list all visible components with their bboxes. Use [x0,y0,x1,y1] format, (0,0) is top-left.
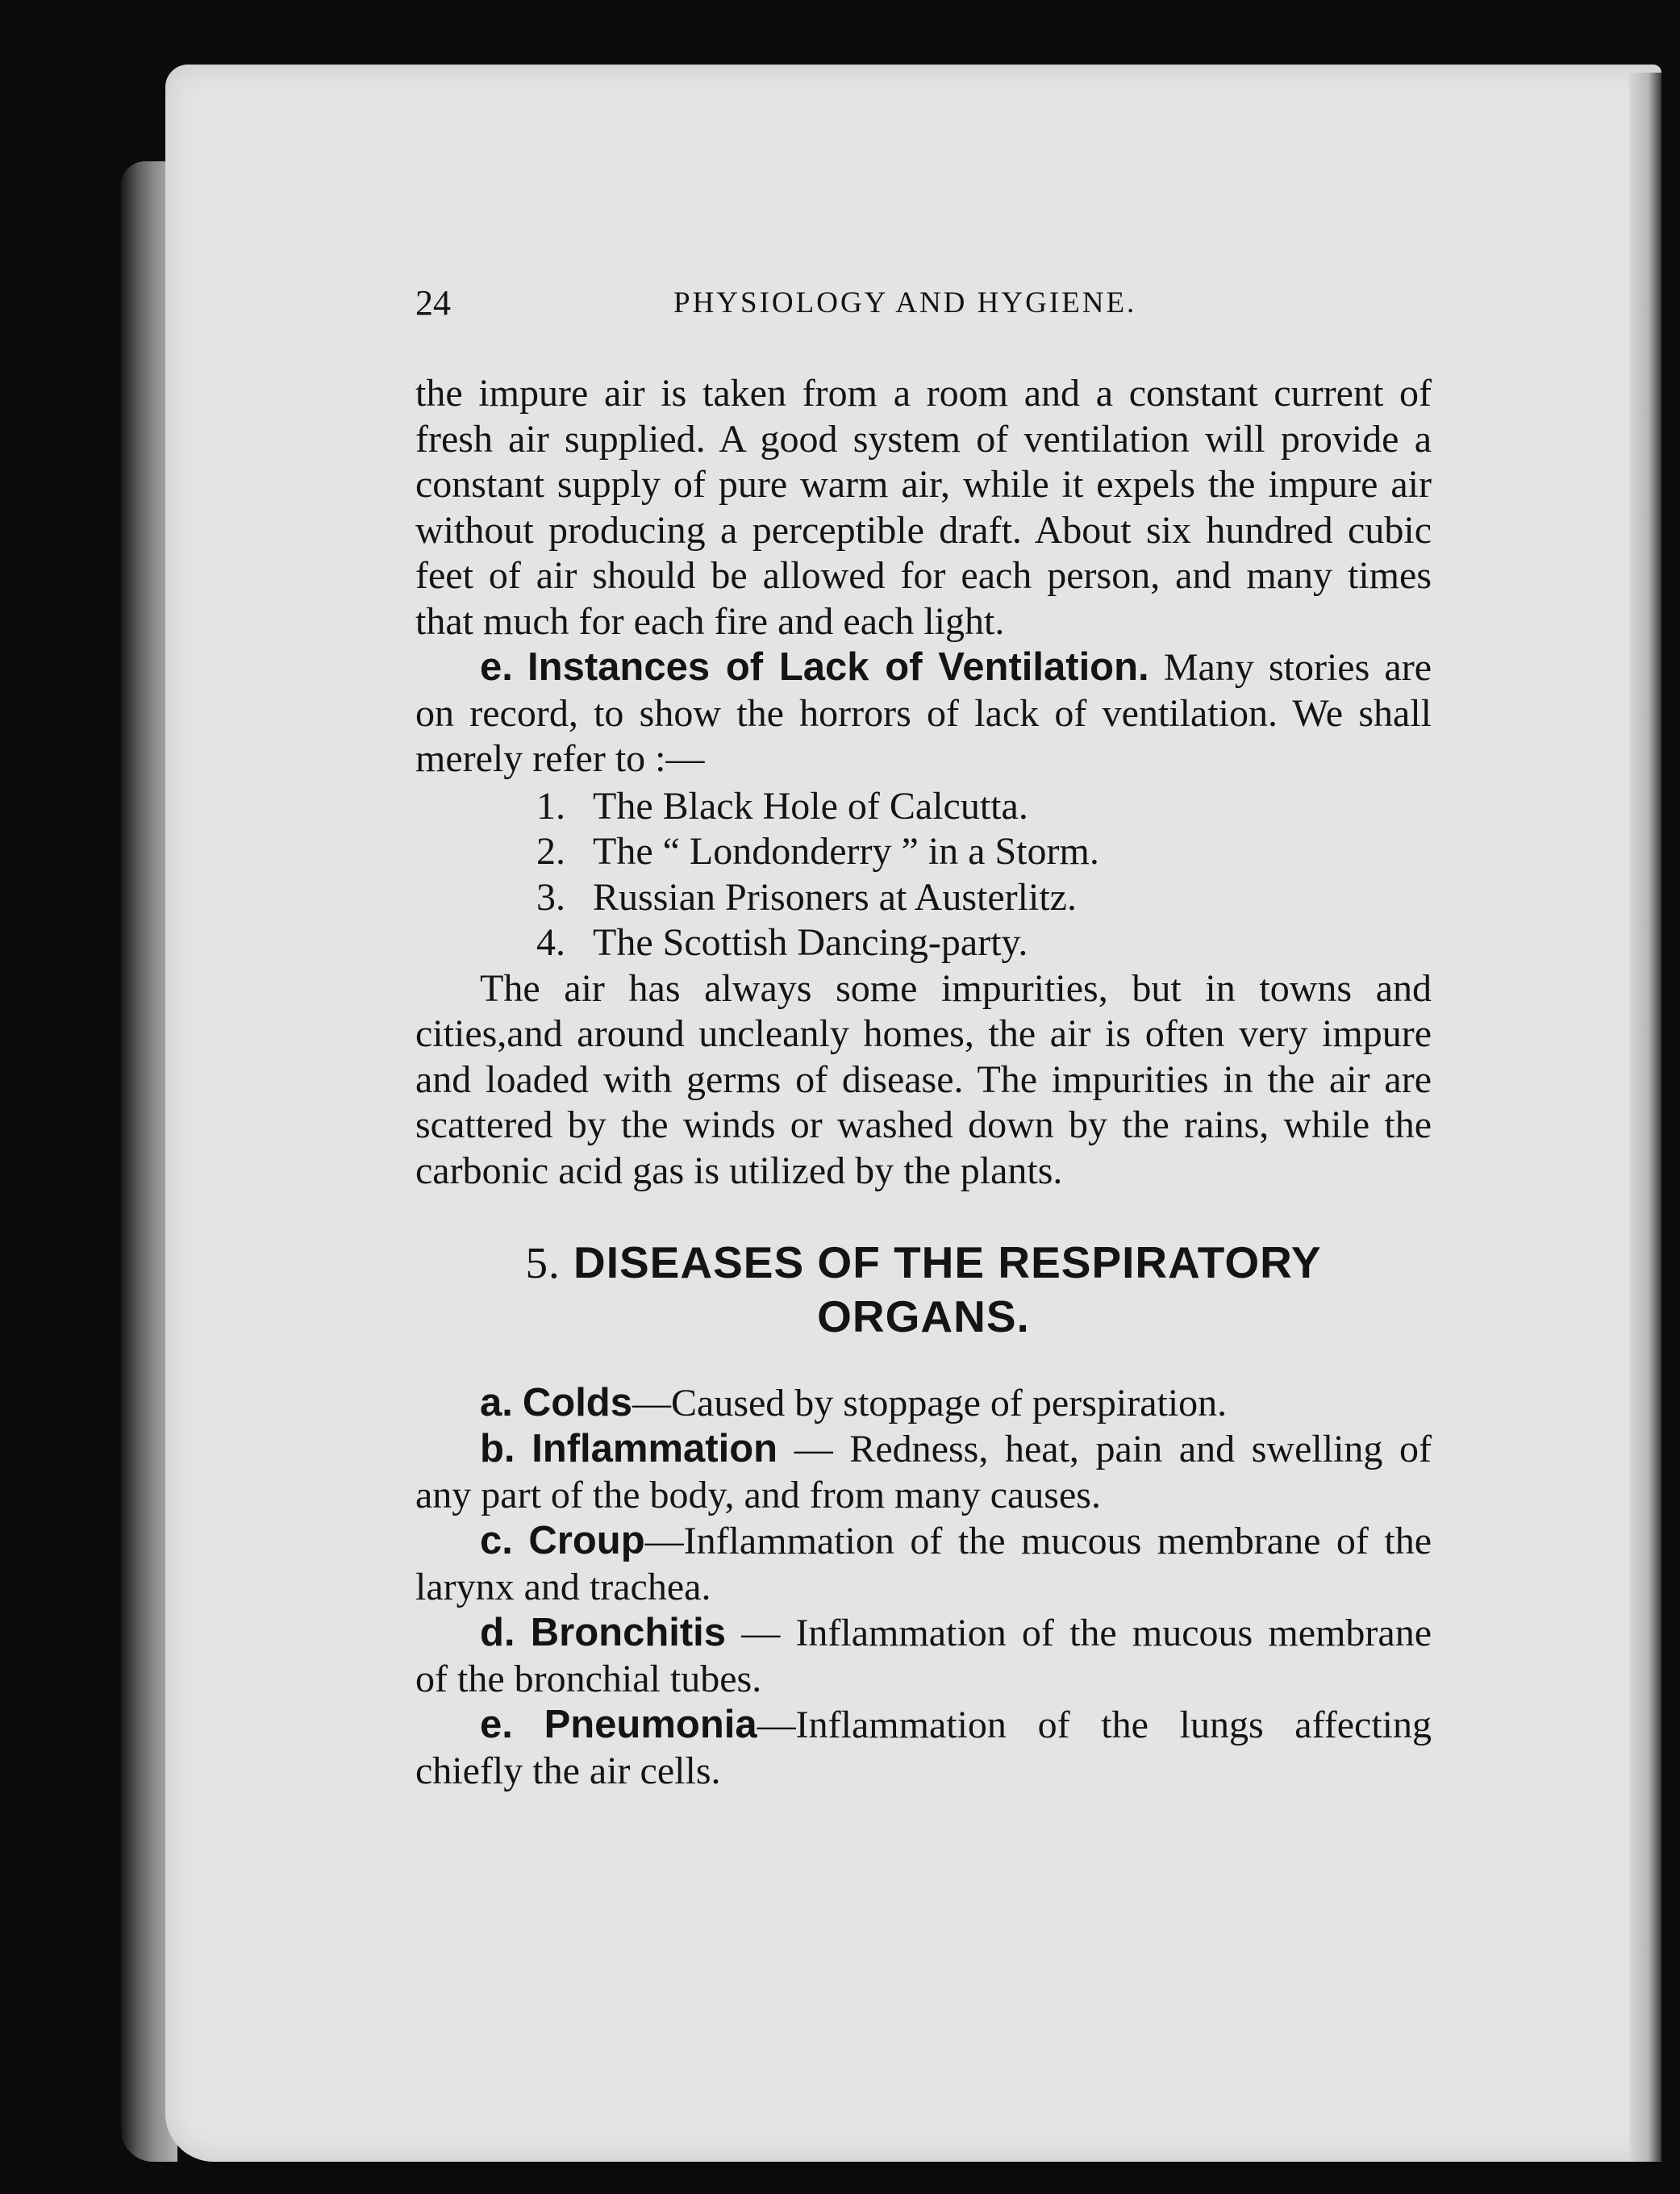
page-content [415,282,1432,1794]
section-heading [415,1236,1432,1343]
disease-entry [415,1702,1432,1794]
subsection-letter: e. [480,645,513,689]
disease-description: —Caused by stoppage of perspiration. [632,1382,1228,1424]
disease-entry [415,1518,1432,1610]
list-item-text: The “ Londonderry ” in a Storm. [593,830,1099,873]
disease-description: — Inflammation of the mucous membrane of the bronchial tubes. [415,1612,1432,1700]
running-head [415,282,1432,331]
list-item-text: The Scottish Dancing-party. [593,921,1028,964]
disease-name: Pneumonia [544,1703,757,1746]
running-title: PHYSIOLOGY AND HYGIENE. [673,286,1137,319]
subsection-heading: Instances of Lack of Ventilation. [527,645,1149,689]
page-number: 24 [415,283,451,323]
disease-letter: d. [480,1611,515,1654]
instances-list [415,784,1432,966]
ventilation-paragraph: the impure air is taken from a room and a constant current of fresh air supplied. A good system of ventilation will provide a constant supply of pure warm air, while it expels the impure air without producing a perceptible draft. About six hundred cubic feet of air should be allowed for each person, and many times that much for each fire and each light. [415,372,1432,643]
list-item [536,829,1432,875]
disease-name: Colds [522,1381,632,1424]
list-item-text: Russian Prisoners at Austerlitz. [593,875,1077,919]
disease-name: Bronchitis [530,1611,727,1654]
disease-description: —Inflammation of the lungs affecting chiefly the air cells. [415,1704,1432,1792]
disease-letter: e. [480,1703,513,1746]
disease-name: Croup [528,1519,645,1562]
disease-letter: c. [480,1519,513,1562]
disease-letter: b. [480,1427,515,1470]
impurities-paragraph: The air has always some impurities, but in towns and cities,and around uncleanly homes, the air is often very impure and loaded with germs of disease. The impurities in the air are scattered by the winds or washed down by the rains, while the carbonic acid gas is utilized by the plants. [415,966,1432,1192]
list-item-number: 3. [536,875,565,919]
list-item-number: 1. [536,784,565,828]
disease-description: —Inflammation of the mucous membrane of the larynx and trachea. [415,1520,1432,1608]
list-item [536,920,1432,966]
section-title-line1: DISEASES OF THE RESPIRATORY [573,1237,1322,1287]
section-title-line2: ORGANS. [817,1291,1030,1341]
list-item [536,784,1432,830]
list-item [536,875,1432,921]
subsection-text: Many stories are on record, to show the horrors of lack of ventilation. We shall merely refer to :— [415,646,1432,780]
disease-entry [415,1610,1432,1702]
list-item-number: 2. [536,830,565,873]
diseases-list [415,1380,1432,1794]
disease-entry [415,1380,1432,1426]
disease-description: — Redness, heat, pain and swelling of any part of the body, and from many causes. [415,1428,1432,1516]
lack-of-ventilation-paragraph [415,644,1432,782]
disease-name: Inflammation [532,1427,778,1470]
section-number: 5. [525,1238,561,1287]
list-item-number: 4. [536,921,565,964]
page-right-edge [1629,73,1661,2162]
disease-letter: a. [480,1381,513,1424]
list-item-text: The Black Hole of Calcutta. [593,784,1028,828]
disease-entry [415,1426,1432,1518]
